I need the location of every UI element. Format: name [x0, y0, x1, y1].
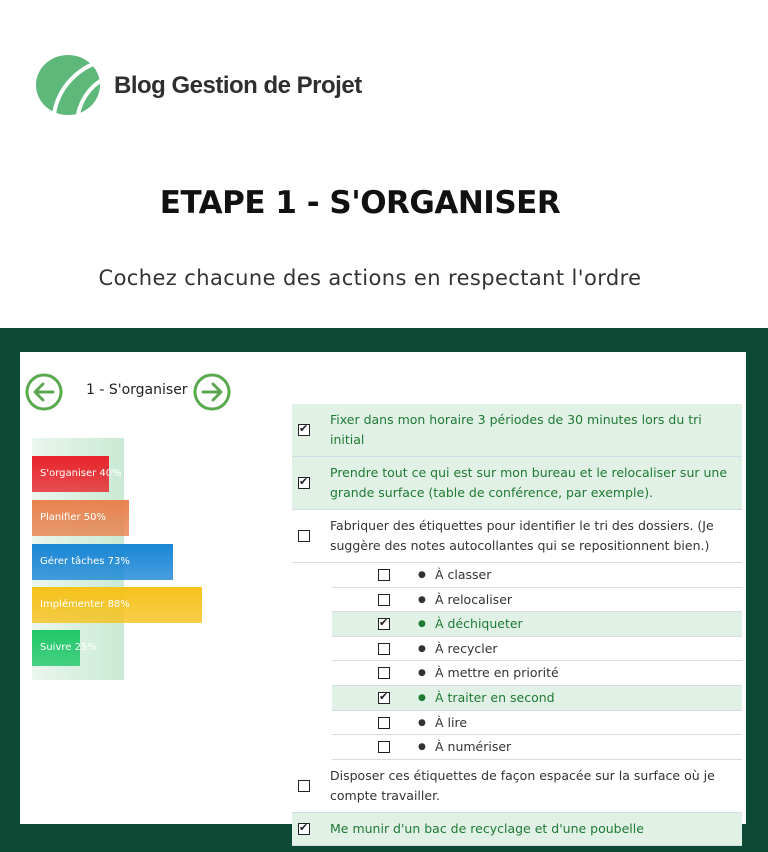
bullet-icon: ● — [418, 692, 426, 703]
checklist-subitem — [332, 563, 742, 588]
checkbox-unchecked[interactable] — [378, 667, 390, 679]
progress-bar: Suivre 25% — [32, 630, 80, 666]
page-title: ETAPE 1 - S'ORGANISER — [159, 185, 561, 221]
bullet-icon: ● — [418, 619, 426, 630]
checklist-item-text: À relocaliser — [435, 591, 513, 607]
checklist-item — [292, 510, 742, 563]
checklist-subitem — [332, 686, 742, 711]
checklist-subitem — [332, 735, 742, 760]
checklist-subitem — [332, 661, 742, 686]
checklist-item-text: Prendre tout ce qui est sur mon bureau et le relocaliser sur une grande surface (table de conférence, par exemple). — [330, 465, 728, 500]
logo-text: Blog Gestion de Projet — [114, 72, 362, 99]
checkbox-checked[interactable] — [378, 692, 390, 704]
arrow-right-circle-icon[interactable] — [192, 372, 232, 412]
progress-chart — [32, 438, 232, 683]
checklist-item-text: À mettre en priorité — [435, 665, 559, 681]
checkbox-checked[interactable] — [298, 424, 310, 436]
logo — [34, 52, 374, 122]
arrow-left-circle-icon[interactable] — [24, 372, 64, 412]
checklist-item-text: À numériser — [435, 739, 512, 755]
bullet-icon: ● — [418, 717, 426, 728]
checkbox-unchecked[interactable] — [298, 780, 310, 792]
current-step-label: 1 - S'organiser — [86, 382, 188, 398]
checkbox-unchecked[interactable] — [298, 530, 310, 542]
checklist-subitem — [332, 711, 742, 736]
checklist-subitem — [332, 588, 742, 613]
checkbox-unchecked[interactable] — [378, 741, 390, 753]
checklist-item — [292, 404, 742, 457]
checklist-item — [292, 457, 742, 510]
bullet-icon: ● — [418, 643, 426, 654]
checklist — [292, 404, 742, 846]
checklist-subitem — [332, 612, 742, 637]
progress-bar: S'organiser 40% — [32, 456, 109, 492]
bullet-icon: ● — [418, 742, 426, 753]
checklist-item — [292, 760, 742, 813]
checkbox-checked[interactable] — [378, 618, 390, 630]
bullet-icon: ● — [418, 668, 426, 679]
bullet-icon: ● — [418, 594, 426, 605]
checklist-item-text: À lire — [435, 714, 468, 730]
checkbox-unchecked[interactable] — [378, 594, 390, 606]
progress-bar: Gérer tâches 73% — [32, 544, 173, 580]
checklist-item-text: À traiter en second — [435, 689, 555, 705]
logo-mark-icon — [34, 52, 110, 118]
bullet-icon: ● — [418, 570, 426, 580]
checklist-item-text: Fixer dans mon horaire 3 périodes de 30 minutes lors du tri initial — [330, 412, 702, 447]
checklist-item-text: À déchiqueter — [435, 616, 523, 632]
workbook-panel — [20, 352, 746, 836]
checkbox-unchecked[interactable] — [378, 569, 390, 581]
progress-bar: Implémenter 88% — [32, 587, 202, 623]
checklist-item-text: À classer — [435, 567, 492, 582]
checklist-subitem — [332, 637, 742, 662]
checklist-item-text: À recycler — [435, 640, 498, 656]
checkbox-unchecked[interactable] — [378, 717, 390, 729]
checklist-item — [292, 813, 742, 846]
checkbox-checked[interactable] — [298, 823, 310, 835]
checklist-item-text: Fabriquer des étiquettes pour identifier le tri des dossiers. (Je suggère des notes autocollantes qui se repositionnent bien.) — [330, 518, 714, 553]
checklist-item-text: Disposer ces étiquettes de façon espacée sur la surface où je compte travailler. — [330, 767, 715, 803]
checkbox-checked[interactable] — [298, 477, 310, 489]
checklist-item-text: Me munir d'un bac de recyclage et d'une poubelle — [330, 820, 644, 836]
checkbox-unchecked[interactable] — [378, 643, 390, 655]
progress-bar: Planifier 50% — [32, 500, 129, 536]
page-subtitle: Cochez chacune des actions en respectant l'ordre — [98, 266, 642, 290]
